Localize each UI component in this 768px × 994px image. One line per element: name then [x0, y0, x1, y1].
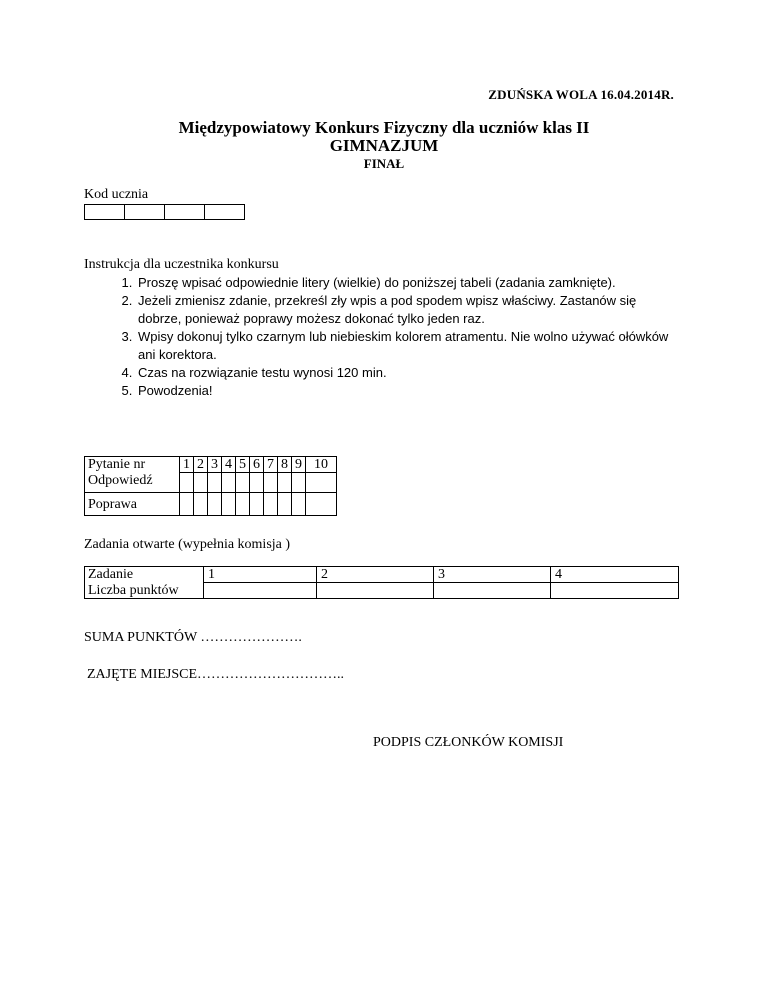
correction-cell[interactable] [292, 493, 306, 516]
question-number: 4 [222, 457, 236, 473]
answer-cell[interactable] [222, 473, 236, 493]
task-number: 3 [434, 567, 551, 583]
question-number: 9 [292, 457, 306, 473]
answer-cell[interactable] [236, 473, 250, 493]
stage-label: FINAŁ [363, 156, 405, 171]
student-code-cell[interactable] [85, 205, 125, 220]
instructions-list [84, 274, 670, 400]
task-number: 2 [317, 567, 434, 583]
answer-table [84, 456, 337, 516]
correction-cell[interactable] [208, 493, 222, 516]
question-number: 2 [194, 457, 208, 473]
place-taken: ZAJĘTE MIEJSCE………………………….. [87, 667, 345, 682]
question-number: 5 [236, 457, 250, 473]
open-tasks-table [84, 566, 679, 599]
correction-cell[interactable] [250, 493, 264, 516]
points-cell[interactable] [317, 583, 434, 599]
answer-cell[interactable] [278, 473, 292, 493]
question-number-label: Pytanie nr [85, 457, 180, 473]
instruction-item: 1. Proszę wpisać odpowiednie litery (wielkie) do poniższej tabeli (zadania zamknięte). [136, 274, 670, 292]
task-number: 1 [204, 567, 317, 583]
answer-cell[interactable] [194, 473, 208, 493]
instruction-item: 3. Wpisy dokonuj tylko czarnym lub niebieskim kolorem atramentu. Nie wolno używać ołówków ani korektora. [136, 328, 670, 364]
question-number: 8 [278, 457, 292, 473]
correction-cell[interactable] [236, 493, 250, 516]
correction-label: Poprawa [85, 493, 180, 516]
answer-cell[interactable] [180, 473, 194, 493]
answer-cell[interactable] [306, 473, 337, 493]
school-level: GIMNAZJUM [329, 136, 439, 155]
question-number: 3 [208, 457, 222, 473]
answer-label: Odpowiedź [85, 473, 180, 493]
student-code-table [84, 204, 245, 220]
correction-cell[interactable] [222, 493, 236, 516]
correction-cell[interactable] [306, 493, 337, 516]
points-label: Liczba punktów [85, 583, 204, 599]
points-cell[interactable] [204, 583, 317, 599]
open-tasks-heading: Zadania otwarte (wypełnia komisja ) [84, 537, 291, 552]
answer-cell[interactable] [264, 473, 278, 493]
student-code-label: Kod ucznia [84, 187, 149, 202]
task-number: 4 [551, 567, 679, 583]
answer-cell[interactable] [292, 473, 306, 493]
correction-cell[interactable] [194, 493, 208, 516]
instructions-heading: Instrukcja dla uczestnika konkursu [84, 257, 279, 272]
correction-cell[interactable] [180, 493, 194, 516]
instruction-item: 5. Powodzenia! [136, 382, 670, 400]
committee-signature: PODPIS CZŁONKÓW KOMISJI [373, 735, 564, 750]
sum-points: SUMA PUNKTÓW …………………. [84, 630, 302, 645]
question-number: 10 [306, 457, 337, 473]
points-cell[interactable] [551, 583, 679, 599]
question-number: 7 [264, 457, 278, 473]
contest-title: Międzypowiatowy Konkurs Fizyczny dla uczniów klas II [178, 118, 590, 137]
answer-cell[interactable] [208, 473, 222, 493]
points-cell[interactable] [434, 583, 551, 599]
question-number: 1 [180, 457, 194, 473]
student-code-cell[interactable] [205, 205, 245, 220]
correction-cell[interactable] [278, 493, 292, 516]
correction-cell[interactable] [264, 493, 278, 516]
student-code-cell[interactable] [165, 205, 205, 220]
place-date: ZDUŃSKA WOLA 16.04.2014R. [488, 87, 674, 102]
answer-cell[interactable] [250, 473, 264, 493]
instruction-item: 4. Czas na rozwiązanie testu wynosi 120 min. [136, 364, 670, 382]
question-number: 6 [250, 457, 264, 473]
instructions [84, 256, 670, 400]
task-label: Zadanie [85, 567, 204, 583]
instruction-item: 2. Jeżeli zmienisz zdanie, przekreśl zły wpis a pod spodem wpisz właściwy. Zastanów się dobrze, ponieważ poprawy możesz dokonać tylko jeden raz. [136, 292, 670, 328]
student-code-cell[interactable] [125, 205, 165, 220]
